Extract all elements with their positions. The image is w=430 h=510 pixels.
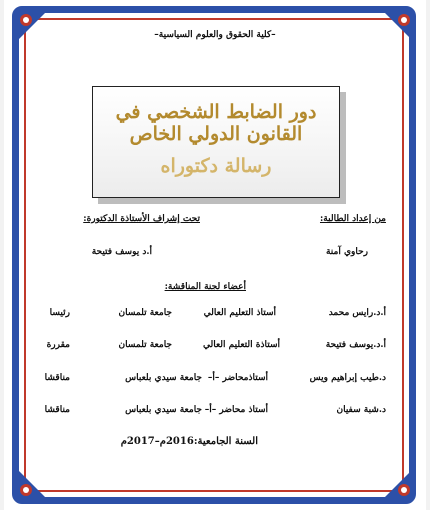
- title-box: [92, 86, 340, 198]
- corner-ornament-bottom-right: [378, 464, 418, 504]
- committee-member-name: د.شبة سفيان: [336, 405, 386, 415]
- corner-ornament-bottom-left: [12, 464, 52, 504]
- corner-ornament-top-left: [12, 6, 52, 46]
- committee-member-role: رئيسا: [49, 308, 70, 318]
- prepared-by-label: من إعداد الطالبة:: [319, 214, 386, 224]
- academic-year-value: 2016م–2017م: [120, 436, 194, 447]
- committee-member-role: مناقشا: [44, 373, 70, 383]
- committee-member-rank: أستاذمحاضر –أ–: [207, 373, 268, 383]
- academic-year-label: السنة الجامعية:: [193, 436, 258, 447]
- committee-member-name: أ.د.رايس محمد: [328, 308, 386, 318]
- committee-member-name: د.طيب إبراهيم ويس: [309, 373, 386, 383]
- committee-member-university: جامعة سيدي بلعباس: [125, 405, 202, 415]
- thesis-subtitle: رسالة دكتوراه: [160, 155, 272, 177]
- committee-member-rank: أستاذ محاضر –أ–: [204, 405, 268, 415]
- faculty-heading: –كلية الحقوق والعلوم السياسية–: [154, 30, 276, 40]
- thesis-title: دور الضابط الشخصي في القانون الدولي الخاص: [115, 101, 317, 145]
- committee-member-name: أ.د.يوسف فتيحة: [325, 340, 386, 350]
- academic-year: [121, 436, 258, 447]
- committee-member-rank: أستاذة التعليم العالي: [202, 340, 280, 350]
- committee-member-role: مناقشا: [44, 405, 70, 415]
- document-page: [4, 0, 426, 510]
- committee-label: أعضاء لجنة المناقشة:: [164, 282, 246, 292]
- corner-ornament-top-right: [378, 6, 418, 46]
- committee-member-rank: أستاذ التعليم العالي: [203, 308, 276, 318]
- supervisor-name: أ.د يوسف فتيحة: [91, 247, 152, 257]
- committee-member-university: جامعة تلمسان: [118, 340, 172, 350]
- committee-member-university: جامعة سيدي بلعباس: [125, 373, 202, 383]
- committee-member-university: جامعة تلمسان: [118, 308, 172, 318]
- student-name: رحاوي آمنة: [325, 247, 368, 257]
- supervisor-label: تحت إشراف الأستاذة الدكتورة:: [83, 214, 200, 224]
- committee-member-role: مقررة: [46, 340, 70, 350]
